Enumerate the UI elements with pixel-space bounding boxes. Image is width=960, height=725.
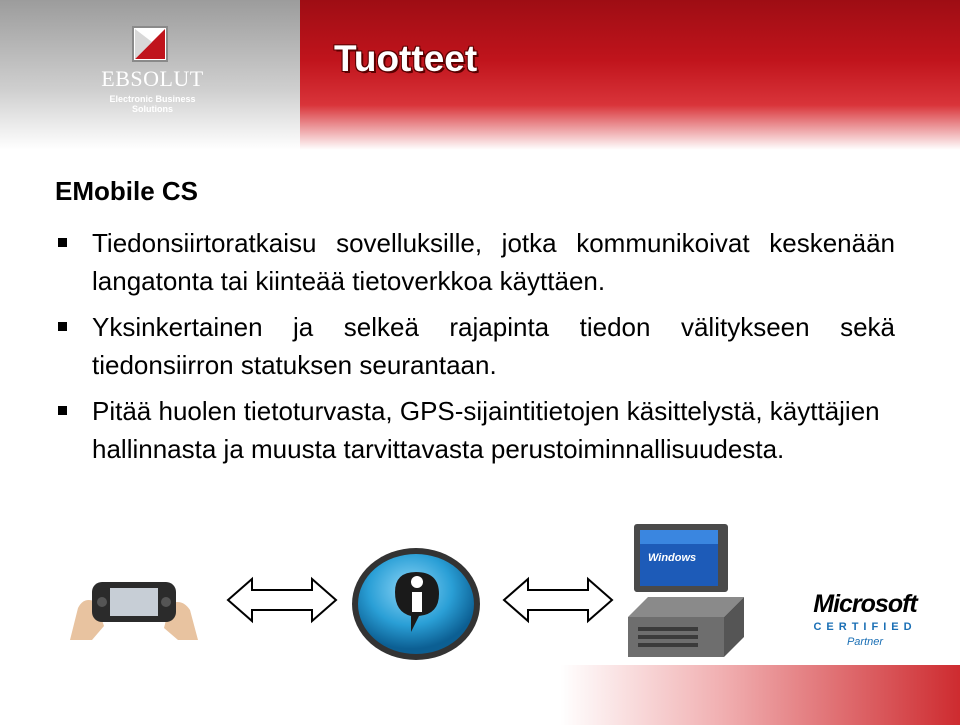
slide-header xyxy=(0,0,960,150)
info-icon xyxy=(349,546,483,662)
partner-label: Partner xyxy=(846,636,884,648)
partner-name: Microsoft xyxy=(813,590,917,618)
handheld-device-image xyxy=(70,568,198,640)
logo-name: EBSOLUT xyxy=(101,66,204,91)
feature-bullet: Yksinkertainen ja selkeä rajapinta tiedon välitykseen sekä tiedonsiirron statuksen seurantaan. xyxy=(55,308,895,384)
ebsolut-logo-icon xyxy=(132,26,168,62)
double-arrow-icon xyxy=(226,576,338,624)
partner-certified: CERTIFIED xyxy=(813,621,917,633)
double-arrow-icon xyxy=(502,576,614,624)
logo-tagline: Electronic Business Solutions xyxy=(109,94,196,114)
feature-bullet: Tiedonsiirtoratkaisu sovelluksille, jotka kommunikoivat keskenään langatonta tai kiinteää tietoverkkoa käyttäen. xyxy=(55,224,895,300)
slide-title: Tuotteet xyxy=(334,38,478,79)
monitor-screen-text: Windows xyxy=(648,552,697,564)
footer-red-accent xyxy=(560,665,960,725)
product-heading: EMobile CS xyxy=(55,176,199,206)
box-pc-image xyxy=(628,597,744,663)
microsoft-partner-badge xyxy=(800,590,930,648)
feature-bullet: Pitää huolen tietoturvasta, GPS-sijaintitietojen käsittelystä, käyttäjien hallinnasta ja muusta tarvittavasta perustoiminnallisuudesta. xyxy=(55,392,895,468)
feature-list xyxy=(55,224,895,476)
